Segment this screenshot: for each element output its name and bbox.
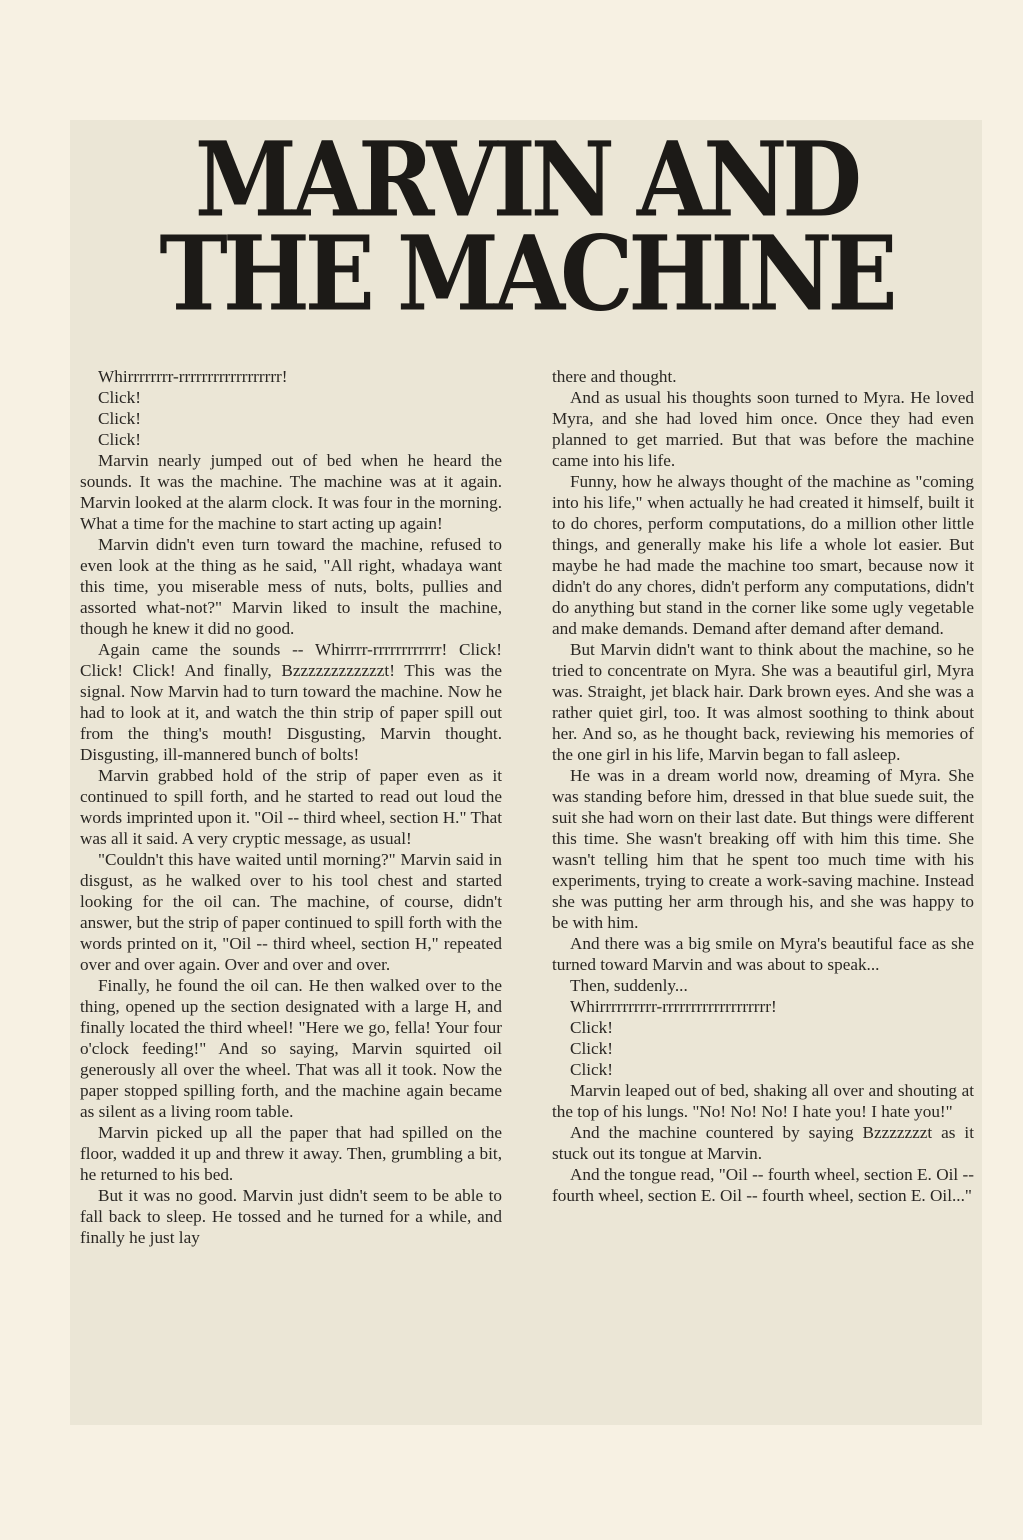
paragraph: Then, suddenly... — [570, 976, 688, 995]
paragraph: Click! — [570, 1039, 613, 1058]
paragraph: Whirrrrrrrr-rrrrrrrrrrrrrrrrrr! — [98, 367, 288, 386]
paragraph: Marvin nearly jumped out of bed when he heard the sounds. It was the machine. The machine was at it again. Marvin looked at the alarm clock. It was four in the morning. What a time for the machine to start acting up again! — [80, 451, 502, 533]
paragraph: there and thought. — [552, 367, 677, 386]
right-text-column — [552, 366, 974, 1206]
paragraph: Click! — [98, 388, 141, 407]
story-title-line-2: THE MACHINE — [159, 213, 893, 334]
paragraph: Marvin leaped out of bed, shaking all over and shouting at the top of his lungs. "No! No! No! I hate you! I hate you!" — [552, 1081, 974, 1121]
paragraph: And the tongue read, "Oil -- fourth wheel, section E. Oil -- fourth wheel, section E. Oil -- fourth wheel, section E. Oil..." — [552, 1165, 974, 1205]
paragraph: Marvin grabbed hold of the strip of paper even as it continued to spill forth, and he started to read out loud the words imprinted upon it. "Oil -- third wheel, section H." That was all it said. A very cryptic message, as usual! — [80, 766, 502, 848]
paragraph: And as usual his thoughts soon turned to Myra. He loved Myra, and she had loved him once. Once they had even planned to get married. But that was before the machine came into his life. — [552, 388, 974, 470]
paragraph: "Couldn't this have waited until morning?" Marvin said in disgust, as he walked over to his tool chest and started looking for the oil can. The machine, of course, didn't answer, but the strip of paper continued to spill forth with the words printed on it, "Oil -- third wheel, section H," repeated over and over again. Over and over and over. — [80, 850, 502, 974]
paragraph: Marvin didn't even turn toward the machine, refused to even look at the thing as he said, "All right, whadaya want this time, you miserable mess of nuts, bolts, pullies and assorted what-not?" Marvin liked to insult the machine, though he knew it did no good. — [80, 535, 502, 638]
paragraph: Whirrrrrrrrrr-rrrrrrrrrrrrrrrrrrr! — [570, 997, 777, 1016]
paragraph: Again came the sounds -- Whirrrr-rrrrrrrrrrrr! Click! Click! Click! And finally, Bzzzzzzzzzzzzt! This was the signal. Now Marvin had to turn toward the machine. Now he had to look at it, and watch the thin strip of paper spill out from the thing's mouth! Disgusting, Marvin thought. Disgusting, ill-mannered bunch of bolts! — [80, 640, 502, 764]
left-text-column — [80, 366, 502, 1248]
paragraph: And the machine countered by saying Bzzzzzzzt as it stuck out its tongue at Marvin. — [552, 1123, 974, 1163]
paragraph: But Marvin didn't want to think about the machine, so he tried to concentrate on Myra. She was a beautiful girl, Myra was. Straight, jet black hair. Dark brown eyes. And she was a rather quiet girl, too. It was almost soothing to think about her. And so, as he thought back, reviewing his memories of the one girl in his life, Marvin began to fall asleep. — [552, 640, 974, 764]
paragraph: Marvin picked up all the paper that had spilled on the floor, wadded it up and threw it away. Then, grumbling a bit, he returned to his bed. — [80, 1123, 502, 1184]
paragraph: Click! — [570, 1018, 613, 1037]
paragraph: Click! — [570, 1060, 613, 1079]
paragraph: Click! — [98, 430, 141, 449]
paragraph: Click! — [98, 409, 141, 428]
paragraph: And there was a big smile on Myra's beautiful face as she turned toward Marvin and was about to speak... — [552, 934, 974, 974]
paragraph: But it was no good. Marvin just didn't seem to be able to fall back to sleep. He tossed and he turned for a while, and finally he just lay — [80, 1186, 502, 1247]
story-title-line-1: MARVIN AND — [194, 119, 858, 240]
paragraph: Finally, he found the oil can. He then walked over to the thing, opened up the section designated with a large H, and finally located the third wheel! "Here we go, fella! Your four o'clock feeding!" And so saying, Marvin squirted oil generously all over the wheel. That was all it took. Now the paper stopped spilling forth, and the machine again became as silent as a living room table. — [80, 976, 502, 1121]
paragraph: Funny, how he always thought of the machine as "coming into his life," when actually he had created it himself, built it to do chores, perform computations, do a million other little things, and generally make his life a whole lot easier. But maybe he had made the machine too smart, because now it didn't do any chores, didn't perform any computations, didn't do anything but stand in the corner like some ugly vegetable and make demands. Demand after demand after demand. — [552, 472, 974, 638]
paragraph: He was in a dream world now, dreaming of Myra. She was standing before him, dressed in that blue suede suit, the suit she had worn on their last date. But things were different this time. She wasn't breaking off with him this time. She wasn't telling him that he spent too much time with his experiments, trying to create a work-saving machine. Instead she was putting her arm through his, and she was happy to be with him. — [552, 766, 974, 932]
